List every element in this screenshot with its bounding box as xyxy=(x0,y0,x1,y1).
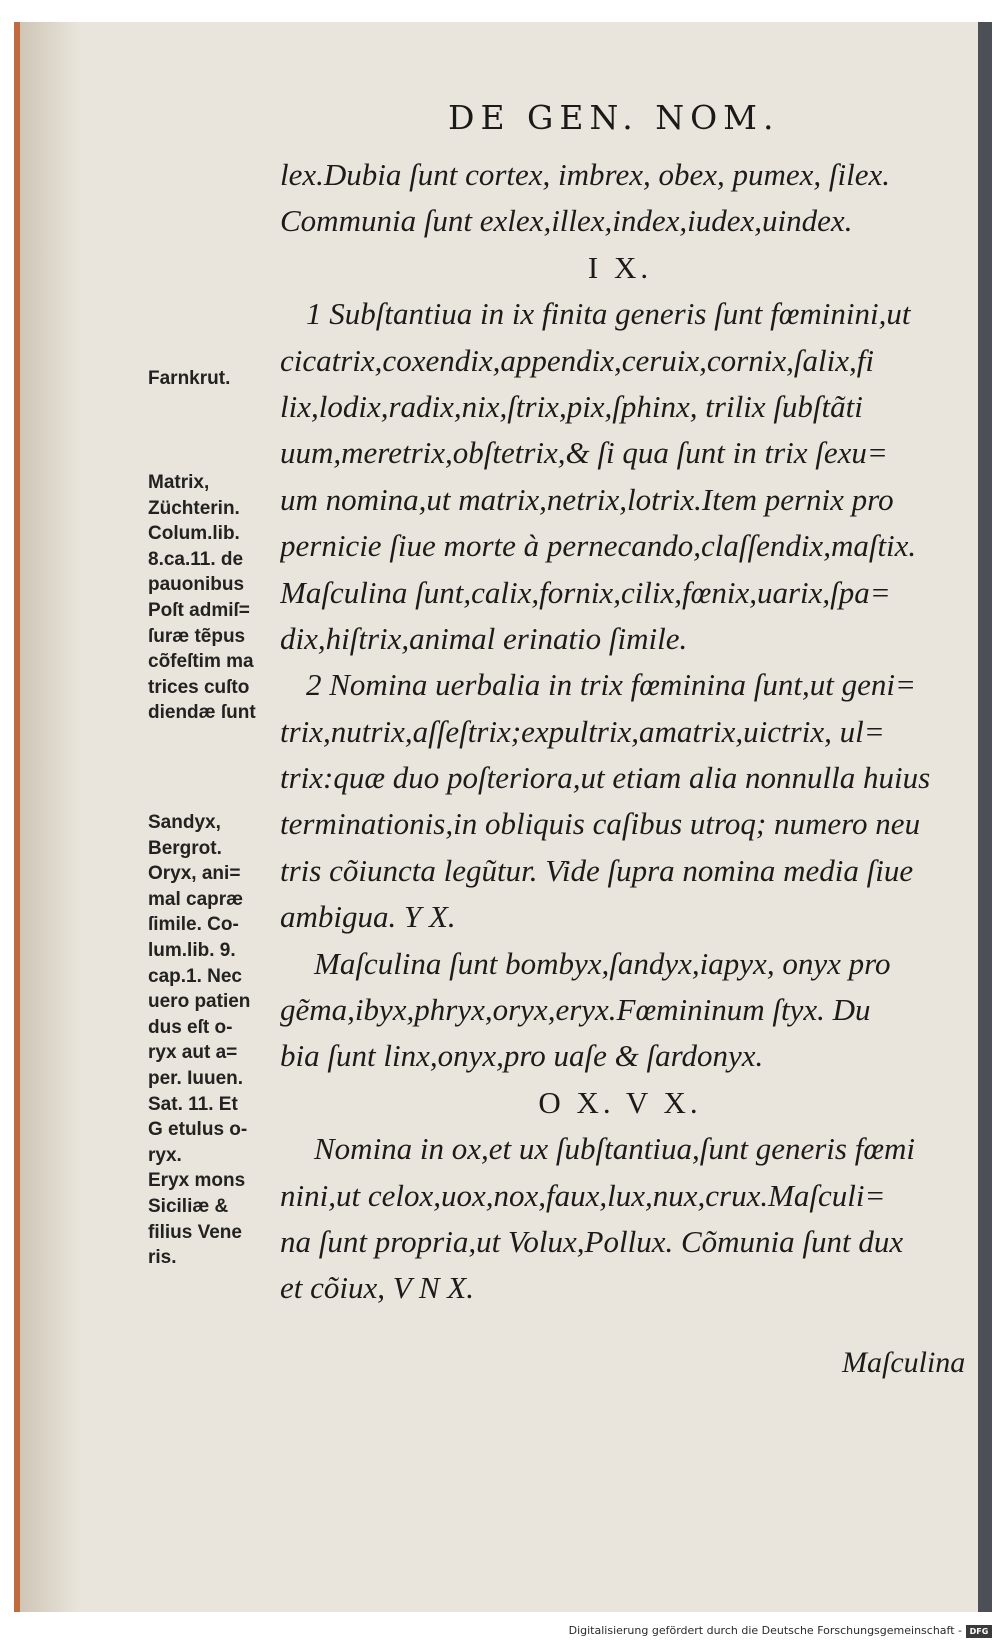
text-line: trix,nutrix,aſſeſtrix;expultrix,amatrix,uictrix, ul= xyxy=(280,713,885,749)
margin-note-line: ſimile. Co- xyxy=(148,914,239,936)
margin-note-line: lum.lib. 9. xyxy=(148,939,236,961)
text-line: Nomina in ox,et ux ſubſtantiua,ſunt generis fœmi xyxy=(314,1131,916,1167)
margin-note-line: ſuræ tẽpus xyxy=(148,625,246,647)
margin-note-line: mal capræ xyxy=(148,888,244,910)
margin-note-line: Poſt admiſ= xyxy=(148,599,250,621)
text-line: et cõiux, V N X. xyxy=(280,1270,474,1306)
margin-note-line: Züchterin. xyxy=(148,497,240,519)
text-line: Maſculina ſunt bombyx,ſandyx,iapyx, onyx pro xyxy=(314,945,891,981)
margin-note-line: diendæ ſunt xyxy=(148,702,256,724)
margin-note-line: per. Iuuen. xyxy=(148,1067,244,1089)
text-line: pernicie ſiue morte à pernecando,claſſendix,maſtix. xyxy=(280,528,917,564)
text-line: Communia ſunt exlex,illex,index,iudex,uindex. xyxy=(280,203,853,239)
text-line: trix:quæ duo poſteriora,ut etiam alia nonnulla huius xyxy=(280,760,931,796)
text-line: lix,lodix,radix,nix,ſtrix,pix,ſphinx, trilix ſubſtãti xyxy=(280,388,863,424)
text-line: bia ſunt linx,onyx,pro uaſe & ſardonyx. xyxy=(280,1038,764,1074)
footer-credit: Digitalisierung gefördert durch die Deutsche Forschungsgemeinschaft - xyxy=(568,1624,962,1637)
text-line: gẽma,ibyx,phryx,oryx,eryx.Fœmininum ſtyx. Du xyxy=(280,992,871,1028)
margin-note-line: Colum.lib. xyxy=(148,523,240,545)
margin-note-line: Oryx, ani= xyxy=(148,863,241,885)
margin-note-line: G etulus o- xyxy=(148,1119,248,1141)
margin-note-line: Matrix, xyxy=(148,472,210,493)
text-line: I X. xyxy=(587,249,653,285)
text-line: lex.Dubia ſunt cortex, imbrex, obex, pumex, ſilex. xyxy=(280,157,891,192)
dfg-logo: DFG xyxy=(966,1625,992,1638)
text-line: ambigua. Y X. xyxy=(280,899,456,935)
margin-note-farnkrut xyxy=(148,366,288,392)
text-line: nini,ut celox,uox,nox,faux,lux,nux,crux.Maſculi= xyxy=(280,1177,886,1213)
running-head: DE GEN. NOM. xyxy=(448,98,780,137)
margin-note-line: trices cuſto xyxy=(148,676,250,698)
margin-note-line: pauonibus xyxy=(148,574,245,596)
text-line: uum,meretrix,obſtetrix,& ſi qua ſunt in trix ſexu= xyxy=(280,435,888,471)
page-gutter-shadow xyxy=(20,22,80,1612)
margin-note-line: Siciliæ & xyxy=(148,1195,229,1217)
text-line: Maſculina ſunt,calix,fornix,cilix,fœnix,uarix,ſpa= xyxy=(280,574,891,610)
margin-note-line: cap.1. Nec xyxy=(148,965,242,987)
margin-note-sandyx xyxy=(148,810,288,1271)
margin-note-line: ris. xyxy=(148,1247,177,1269)
text-line: O X. V X. xyxy=(538,1084,702,1120)
margin-note-line: ryx aut a= xyxy=(148,1042,238,1064)
margin-note-line: Farnkrut. xyxy=(148,368,231,389)
margin-note-line: Sandyx, xyxy=(148,812,221,833)
margin-note-line: dus eſt o- xyxy=(148,1016,233,1038)
margin-note-matrix xyxy=(148,470,288,726)
margin-note-line: cõfeſtim ma xyxy=(148,651,254,673)
margin-note-line: 8.ca.11. de xyxy=(148,548,244,570)
margin-note-line: Eryx mons xyxy=(148,1170,246,1192)
text-line: terminationis,in obliquis caſibus utroq; numero neu xyxy=(280,806,921,842)
margin-note-line: Sat. 11. Et xyxy=(148,1093,238,1115)
text-line: um nomina,ut matrix,netrix,lotrix.Item pernix pro xyxy=(280,481,894,517)
margin-note-line: ryx. xyxy=(148,1144,182,1166)
text-line: 1 Subſtantiua in ix finita generis ſunt fœminini,ut xyxy=(306,296,911,332)
main-text-block xyxy=(280,152,960,1312)
text-line: 2 Nomina uerbalia in trix fœminina ſunt,ut geni= xyxy=(306,667,916,703)
text-line: cicatrix,coxendix,appendix,ceruix,cornix,ſalix,fi xyxy=(280,342,874,378)
text-line: tris cõiuncta legũtur. Vide ſupra nomina media ſiue xyxy=(280,852,914,888)
margin-note-line: filius Vene xyxy=(148,1221,242,1243)
catchword: Maſculina xyxy=(842,1346,966,1379)
margin-note-line: uero patien xyxy=(148,991,251,1013)
text-line: na ſunt propria,ut Volux,Pollux. Cõmunia ſunt dux xyxy=(280,1223,904,1259)
margin-note-line: Bergrot. xyxy=(148,837,222,859)
text-line: dix,hiſtrix,animal erinatio ſimile. xyxy=(280,620,688,656)
